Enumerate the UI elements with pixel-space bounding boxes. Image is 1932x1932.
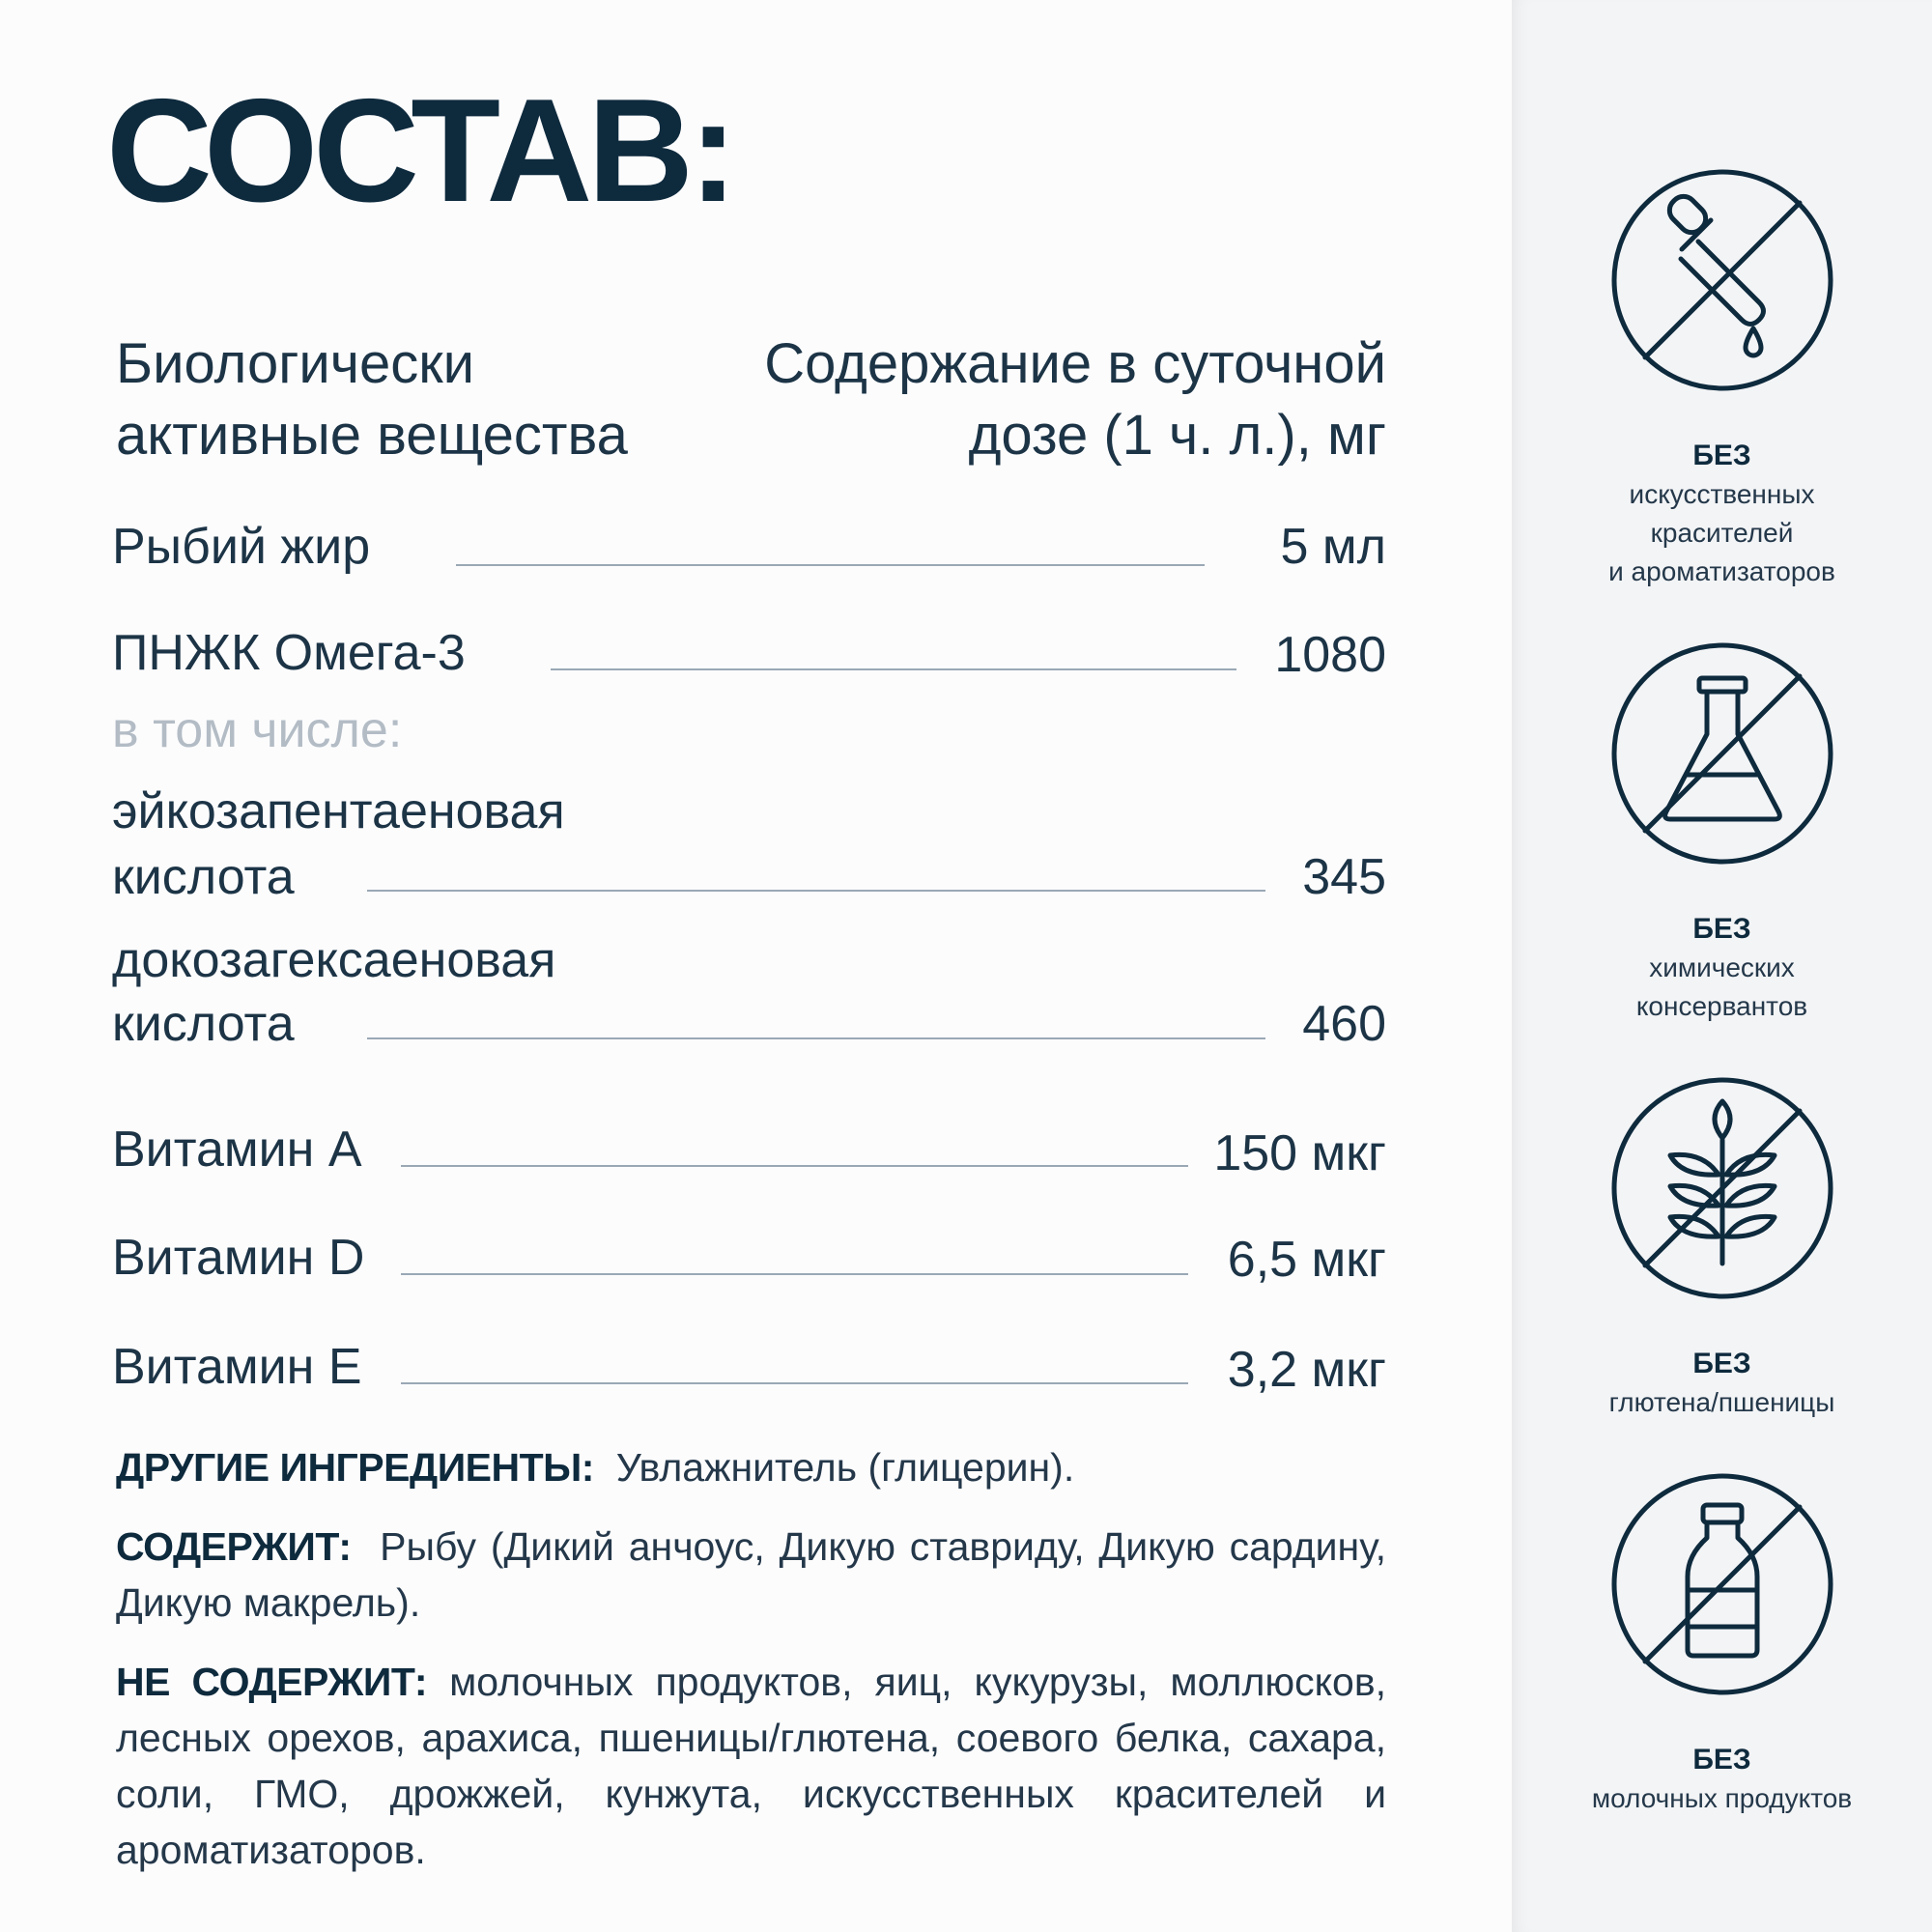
leader-line xyxy=(401,1273,1188,1275)
badge-no-preservatives: БЕЗ химических консервантов xyxy=(1512,638,1932,1026)
badge-no-gluten: БЕЗ глютена/пшеницы xyxy=(1512,1072,1932,1422)
column-header-substances: Биологически активные вещества xyxy=(116,332,628,467)
row-value-vitamin-d: 6,5 мкг xyxy=(1227,1232,1386,1288)
row-label-dha-line2: кислота xyxy=(112,996,295,1052)
row-label-vitamin-d: Витамин D xyxy=(112,1230,365,1286)
other-ingredients-text: Увлажнитель (глицерин). xyxy=(615,1445,1075,1490)
row-value-dha: 460 xyxy=(1302,996,1386,1052)
badge-title: БЕЗ xyxy=(1692,1348,1751,1379)
contains-text: Рыбу (Дикий анчоус, Дикую ставриду, Дикую сардину, Дикую макрель). xyxy=(116,1524,1386,1625)
badge-no-artificial-colors: БЕЗ искусственных красителей и ароматизаторов xyxy=(1512,164,1932,591)
row-label-dha-line1: докозагексаеновая xyxy=(112,932,556,988)
other-ingredients xyxy=(116,1439,1386,1495)
not-contains-text: молочных продуктов, яиц, кукурузы, моллюсков, лесных орехов, арахиса, пшеницы/глютена, соевого белка, сахара, соли, ГМО, дрожжей, кунжута, искусственных красителей и ароматизаторов. xyxy=(116,1660,1386,1872)
leader-line xyxy=(367,890,1265,892)
leader-line xyxy=(401,1382,1188,1384)
leader-line xyxy=(401,1165,1188,1167)
badge-title: БЕЗ xyxy=(1692,913,1751,945)
column-header-content: Содержание в суточной дозе (1 ч. л.), мг xyxy=(764,332,1386,467)
flask-icon xyxy=(1606,638,1838,869)
row-label-vitamin-a: Витамин А xyxy=(112,1122,362,1178)
contains-label: СОДЕРЖИТ: xyxy=(116,1524,352,1569)
badge-title: БЕЗ xyxy=(1692,440,1751,471)
badge-no-dairy: БЕЗ молочных продуктов xyxy=(1512,1468,1932,1818)
dropper-icon xyxy=(1606,164,1838,396)
row-value-omega-3: 1080 xyxy=(1274,627,1386,683)
milk-bottle-icon xyxy=(1606,1468,1838,1700)
row-value-vitamin-a: 150 мкг xyxy=(1213,1125,1386,1181)
leader-line xyxy=(456,564,1205,566)
row-label-epa-line1: эйкозапентаеновая xyxy=(112,783,565,839)
wheat-icon xyxy=(1606,1072,1838,1304)
row-label-fish-oil: Рыбий жир xyxy=(112,519,371,575)
row-value-vitamin-e: 3,2 мкг xyxy=(1227,1342,1386,1398)
leader-line xyxy=(367,1037,1265,1039)
row-value-fish-oil: 5 мл xyxy=(1280,519,1386,575)
row-value-epa: 345 xyxy=(1302,849,1386,905)
leader-line xyxy=(551,668,1236,670)
badge-title: БЕЗ xyxy=(1692,1744,1751,1776)
row-label-omega-3: ПНЖК Омега-3 xyxy=(112,625,466,681)
other-ingredients-label: ДРУГИЕ ИНГРЕДИЕНТЫ: xyxy=(116,1445,594,1490)
not-contains-label: НЕ СОДЕРЖИТ: xyxy=(116,1660,427,1704)
page-title: СОСТАВ: xyxy=(106,69,733,233)
row-label-epa-line2: кислота xyxy=(112,849,295,905)
not-contains-paragraph xyxy=(116,1654,1386,1878)
subheader-including: в том числе: xyxy=(112,702,403,758)
contains-paragraph xyxy=(116,1519,1386,1631)
row-label-vitamin-e: Витамин Е xyxy=(112,1339,362,1395)
